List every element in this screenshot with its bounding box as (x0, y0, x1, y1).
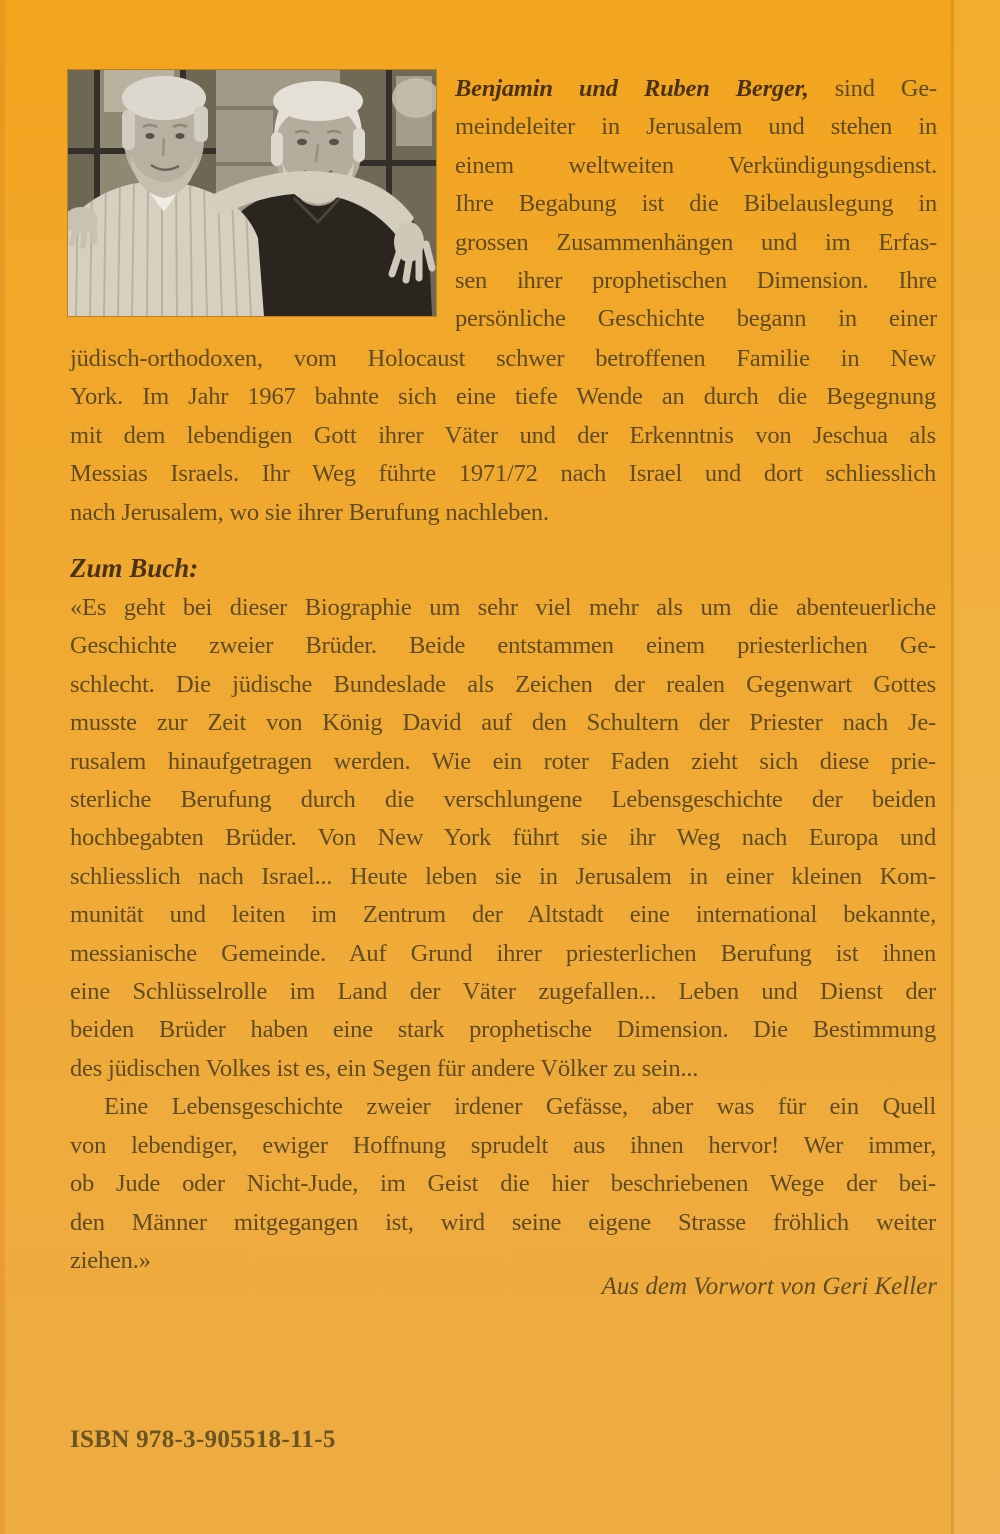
bio-line: Ihre Begabung ist die Bibelauslegung in (455, 190, 937, 218)
bio-line: nach Jerusalem, wo sie ihrer Berufung nachleben. (70, 498, 549, 526)
bio-line: mit dem lebendigen Gott ihrer Väter und der Erkenntnis von Jeschua als (70, 421, 936, 449)
section-heading-zum-buch: Zum Buch: (70, 553, 199, 583)
bio-line: persönliche Geschichte begann in einer (455, 305, 937, 333)
bio-line: grossen Zusammenhängen und im Erfas- (455, 228, 937, 256)
spine-crease-highlight (954, 0, 1000, 1534)
author-bio-beside-photo (455, 70, 937, 339)
quote-line: musste zur Zeit von König David auf den Schultern der Priester nach Je- (70, 709, 936, 737)
quote-line: Geschichte zweier Brüder. Beide entstammen einem priesterlichen Ge- (70, 632, 936, 660)
author-names: Benjamin und Ruben Berger, (455, 75, 809, 102)
quote-line: den Männer mitgegangen ist, wird seine eigene Strasse fröhlich weiter (70, 1208, 936, 1236)
quote-line: Eine Lebensgeschichte zweier irdener Gefässe, aber was für ein Quell (104, 1093, 936, 1121)
quote-line: von lebendiger, ewiger Hoffnung sprudelt aus ihnen hervor! Wer immer, (70, 1131, 936, 1159)
author-bio-full-width (70, 340, 936, 532)
quote-line: eine Schlüsselrolle im Land der Väter zugefallen... Leben und Dienst der (70, 978, 936, 1006)
scan-edge-tint (0, 0, 5, 1534)
quote-line: schlecht. Die jüdische Bundeslade als Zeichen der realen Gegenwart Gottes (70, 670, 936, 698)
attribution: Aus dem Vorwort von Geri Keller (601, 1273, 937, 1300)
quote-line: rusalem hinaufgetragen werden. Wie ein roter Faden zieht sich diese prie- (70, 747, 936, 775)
bio-line: meindeleiter in Jerusalem und stehen in (455, 113, 937, 141)
quote-line: messianische Gemeinde. Auf Grund ihrer priesterlichen Berufung ist ihnen (70, 939, 936, 967)
quote-line: ziehen.» (70, 1246, 151, 1274)
bio-line: sen ihrer prophetischen Dimension. Ihre (455, 267, 937, 295)
bio-line: York. Im Jahr 1967 bahnte sich eine tiefe Wende an durch die Begegnung (70, 383, 936, 411)
bio-line-lead (455, 70, 937, 108)
quote-line: munität und leiten im Zentrum der Altstadt eine international bekannte, (70, 901, 936, 929)
quote-line: beiden Brüder haben eine stark prophetische Dimension. Die Bestimmung (70, 1016, 936, 1044)
quote-line: hochbegabten Brüder. Von New York führt sie ihr Weg nach Europa und (70, 824, 936, 852)
authors-photo (68, 70, 436, 316)
bio-line: Messias Israels. Ihr Weg führte 1971/72 nach Israel und dort schliesslich (70, 460, 936, 488)
spine-crease-line (951, 0, 954, 1534)
quote-line: «Es geht bei dieser Biographie um sehr viel mehr als um die abenteuerliche (70, 594, 936, 621)
quote-line: ob Jude oder Nicht-Jude, im Geist die hier beschriebenen Wege der bei- (70, 1170, 936, 1198)
isbn: ISBN 978-3-905518-11-5 (70, 1426, 336, 1453)
bio-line-rest: sind Ge- (808, 75, 937, 102)
quote-line: schliesslich nach Israel... Heute leben sie in Jerusalem in einer kleinen Kom- (70, 862, 936, 890)
quote-line: des jüdischen Volkes ist es, ein Segen für andere Völker zu sein... (70, 1054, 699, 1082)
quote-line: sterliche Berufung durch die verschlungene Lebensgeschichte der beiden (70, 786, 936, 814)
book-description (70, 589, 936, 1280)
bio-line: jüdisch-orthodoxen, vom Holocaust schwer betroffenen Familie in New (70, 345, 936, 372)
bio-line: einem weltweiten Verkündigungsdienst. (455, 151, 937, 179)
authors-photo-graphic (68, 70, 436, 316)
